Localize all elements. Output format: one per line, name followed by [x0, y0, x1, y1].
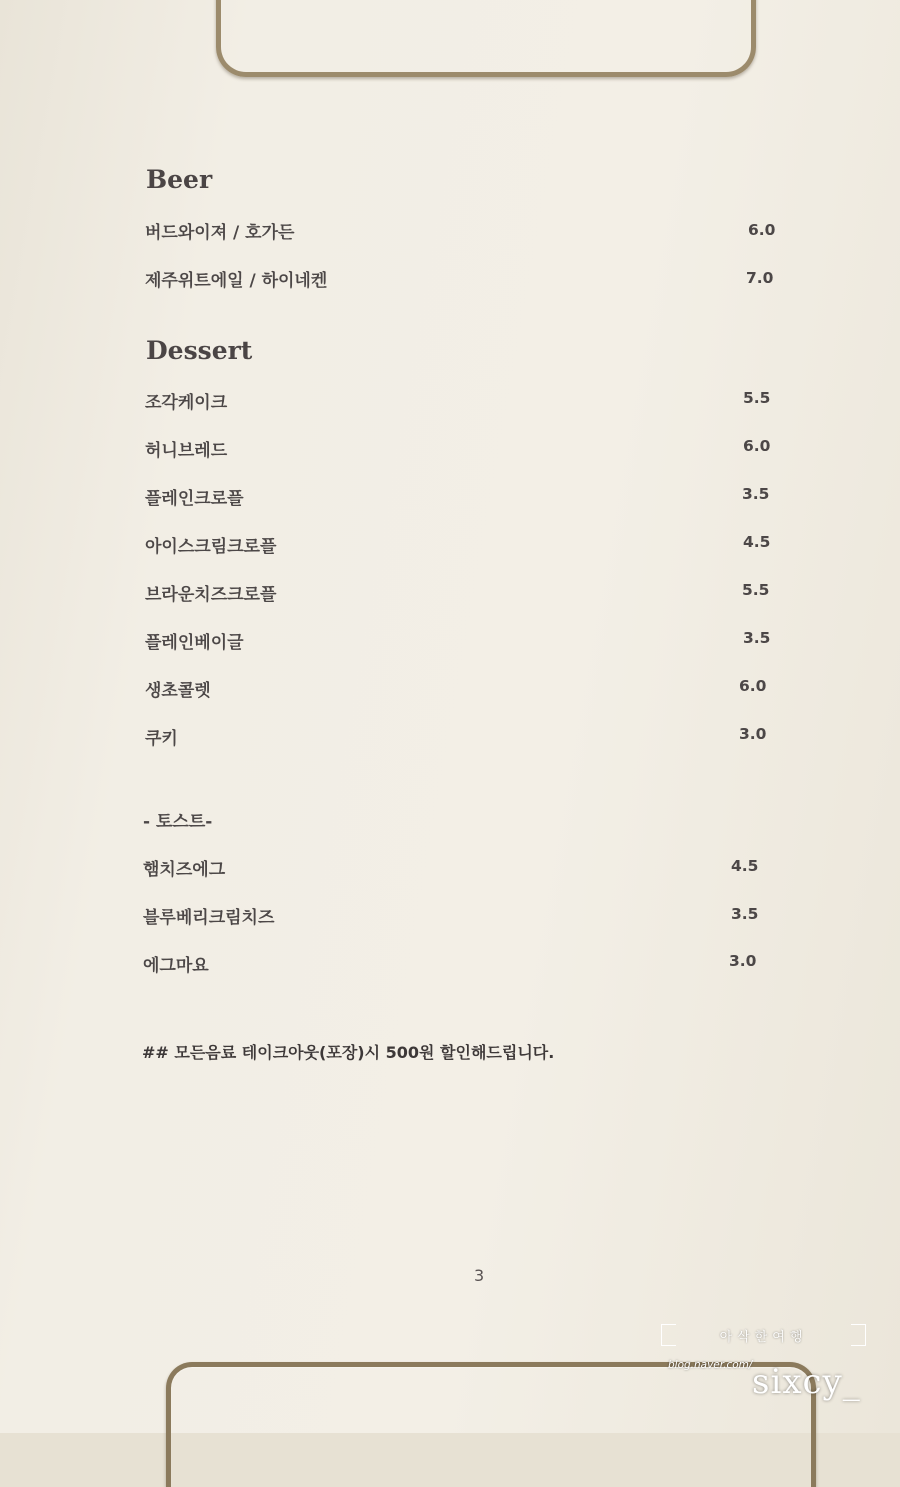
dessert-item-name: 플레인크로플: [145, 489, 244, 509]
dessert-item-price: 5.5: [742, 581, 770, 599]
dessert-item-name: 아이스크림크로플: [145, 537, 277, 557]
watermark-name: sixcy_: [752, 1362, 861, 1402]
top-clip-ring: [216, 0, 756, 77]
dessert-item-price: 3.5: [742, 485, 770, 503]
beer-section-title: Beer: [146, 165, 213, 194]
dessert-item-name: 허니브레드: [145, 441, 228, 461]
beer-item-name: 버드와이져 / 호가든: [145, 223, 295, 243]
toast-item-price: 4.5: [731, 857, 759, 875]
beer-item-price: 6.0: [748, 221, 776, 239]
bottom-clip-ring: [166, 1362, 816, 1487]
dessert-item-price: 4.5: [743, 533, 771, 551]
toast-item-price: 3.5: [731, 905, 759, 923]
dessert-item-name: 플레인베이글: [145, 633, 244, 653]
dessert-item-name: 조각케이크: [145, 393, 228, 413]
toast-item-price: 3.0: [729, 952, 757, 970]
watermark-url: blog.naver.com/: [668, 1359, 753, 1371]
toast-item-name: 블루베리크림치즈: [143, 908, 275, 928]
dessert-item-price: 3.5: [743, 629, 771, 647]
page-number: 3: [474, 1266, 485, 1285]
watermark-blog-title: 아삭한여행: [661, 1324, 866, 1346]
beer-item-price: 7.0: [746, 269, 774, 287]
toast-item-name: 에그마요: [143, 956, 209, 976]
dessert-item-name: 브라운치즈크로플: [145, 585, 277, 605]
dessert-item-price: 3.0: [739, 725, 767, 743]
dessert-item-price: 5.5: [743, 389, 771, 407]
dessert-item-name: 생초콜렛: [145, 681, 211, 701]
dessert-item-price: 6.0: [743, 437, 771, 455]
takeout-discount-note: ## 모든음료 테이크아웃(포장)시 500원 할인해드립니다.: [142, 1043, 555, 1062]
beer-item-name: 제주위트에일 / 하이네켄: [145, 271, 328, 291]
dessert-item-price: 6.0: [739, 677, 767, 695]
dessert-item-name: 쿠키: [145, 729, 178, 749]
dessert-section-title: Dessert: [146, 336, 253, 365]
toast-item-name: 햄치즈에그: [143, 860, 226, 880]
toast-section-title: - 토스트-: [143, 812, 213, 832]
